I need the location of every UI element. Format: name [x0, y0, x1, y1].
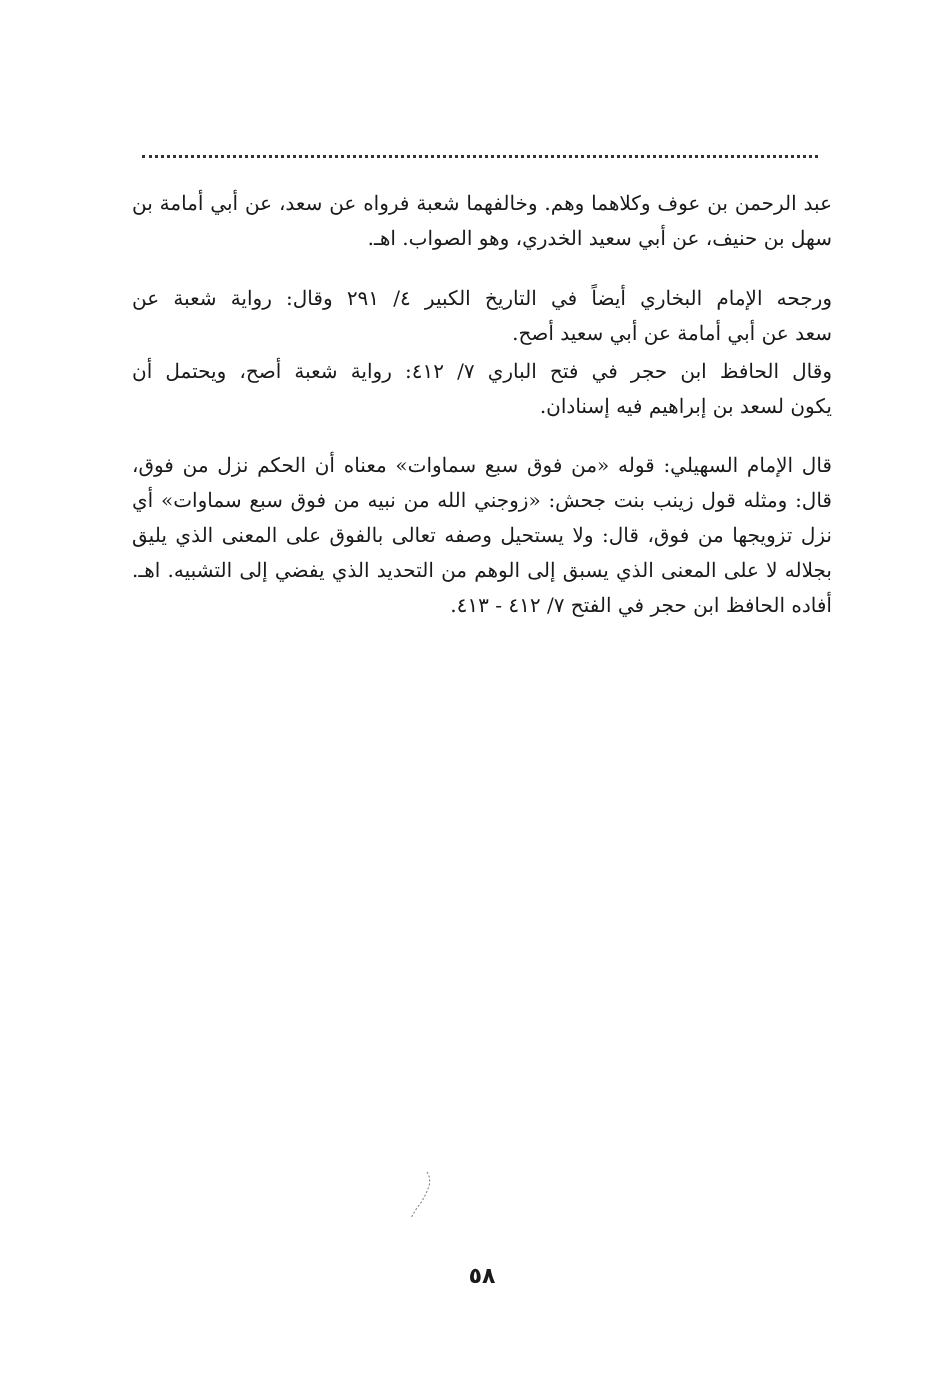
paragraph-4: [132, 448, 832, 623]
text-line: سهل بن حنيف، عن أبي سعيد الخدري، وهو الصواب. اهـ.: [367, 226, 832, 250]
text-line: قال الإمام السهيلي: قوله «من فوق سبع سماوات» معناه أن الحكم نزل من فوق،: [132, 453, 832, 477]
paragraph-3: [132, 354, 832, 424]
text-line: يكون لسعد بن إبراهيم فيه إسنادان.: [539, 394, 832, 418]
scan-artifact-mark: [405, 1170, 435, 1220]
text-line: قال: ومثله قول زينب بنت جحش: «زوجني الله من نبيه من فوق سبع سماوات» أي: [132, 488, 832, 512]
text-line: وقال الحافظ ابن حجر في فتح الباري ٧/ ٤١٢: رواية شعبة أصح، ويحتمل أن: [132, 359, 832, 383]
paragraph-2: [132, 281, 832, 351]
text-line: أفاده الحافظ ابن حجر في الفتح ٧/ ٤١٢ - ٤١٣.: [450, 593, 832, 617]
text-line: بجلاله لا على المعنى الذي يسبق إلى الوهم من التحديد الذي يفضي إلى التشبيه. اهـ.: [132, 558, 832, 582]
text-line: نزل تزويجها من فوق، قال: ولا يستحيل وصفه تعالى بالفوق على المعنى الذي يليق: [132, 523, 832, 547]
text-line: عبد الرحمن بن عوف وكلاهما وهم. وخالفهما شعبة فرواه عن سعد، عن أبي أمامة بن: [132, 191, 832, 215]
page-number: ٥٨: [468, 1264, 496, 1289]
text-line: سعد عن أبي أمامة عن أبي سعيد أصح.: [512, 321, 832, 345]
paragraph-1: [132, 186, 832, 256]
footnote-separator: [142, 155, 818, 158]
text-line: ورجحه الإمام البخاري أيضاً في التاريخ الكبير ٤/ ٢٩١ وقال: رواية شعبة عن: [132, 286, 832, 310]
